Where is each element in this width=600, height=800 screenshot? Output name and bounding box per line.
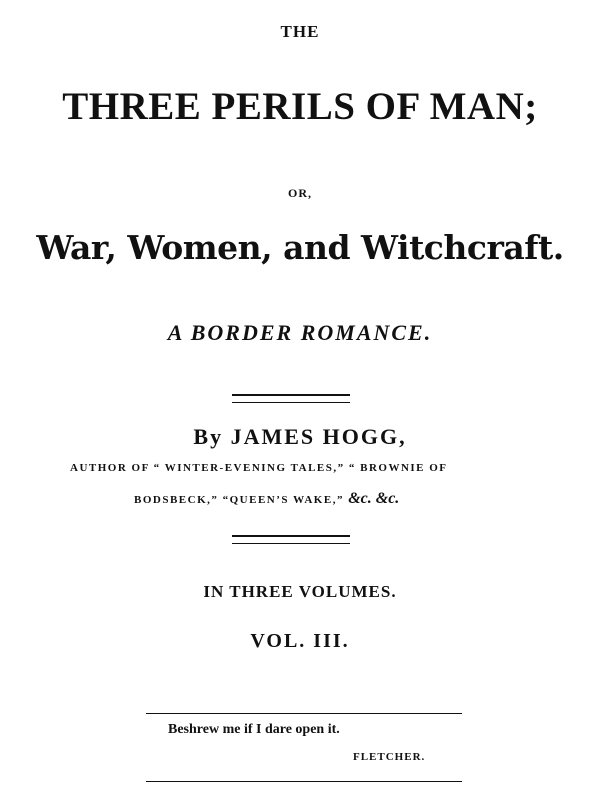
genre-line: A BORDER ROMANCE. [167, 320, 433, 345]
author-credits-line-1: AUTHOR OF “ WINTER-EVENING TALES,” “ BROWNIE OF [70, 462, 448, 474]
double-rule-divider [232, 535, 350, 544]
author-byline: By JAMES HOGG, [193, 424, 407, 449]
author-credits-text: BODSBECK,” “QUEEN’S WAKE,” [134, 494, 344, 506]
etcetera-text: &c. &c. [348, 490, 400, 507]
author-credits-line-2 [134, 489, 600, 510]
epigraph-attribution: FLETCHER. [353, 751, 426, 763]
volumes-note: IN THREE VOLUMES. [203, 582, 397, 601]
book-subtitle: War, Women, and Witchcraft. [36, 228, 564, 267]
title-connector: OR, [288, 186, 312, 200]
title-article: THE [280, 22, 320, 41]
epigraph-bottom-rule [146, 781, 462, 782]
double-rule-divider [232, 394, 350, 403]
epigraph-quote: Beshrew me if I dare open it. [168, 722, 340, 737]
epigraph-top-rule [146, 713, 462, 714]
volume-number: VOL. III. [250, 630, 350, 652]
book-title: THREE PERILS OF MAN; [62, 85, 538, 128]
